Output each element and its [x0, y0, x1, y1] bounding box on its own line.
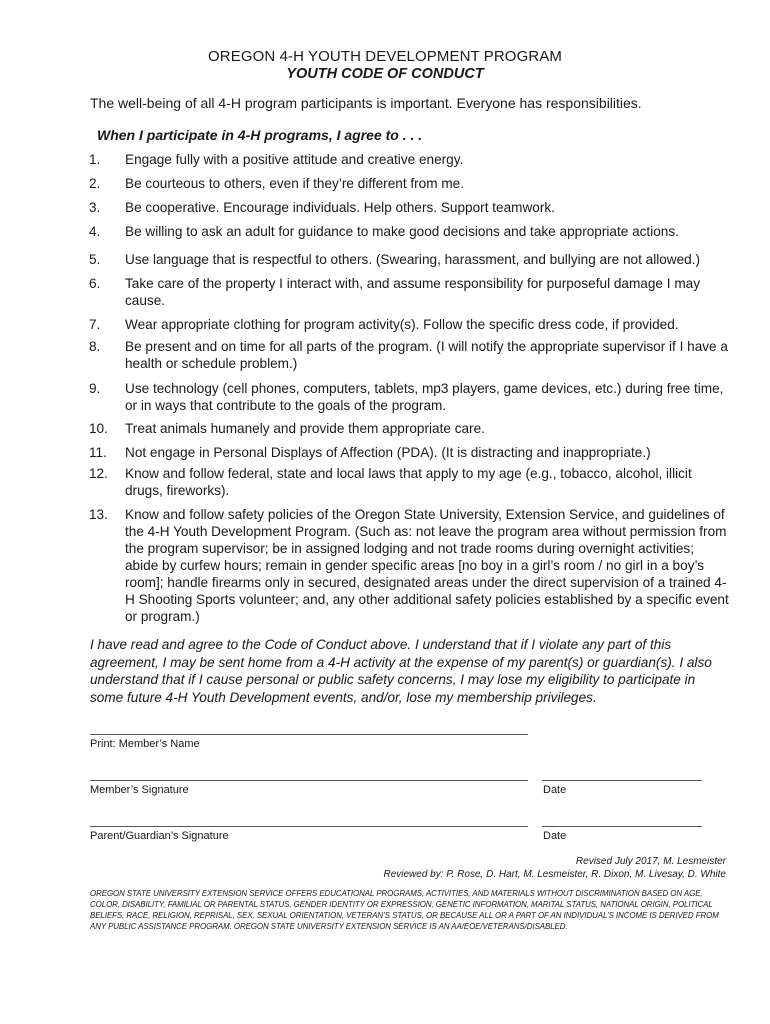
parent-date-line[interactable]: [542, 826, 702, 827]
reviewed-by-line: Reviewed by: P. Rose, D. Hart, M. Lesmeister, R. Dixon, M. Livesay, D. White: [383, 869, 726, 880]
item-text: Treat animals humanely and provide them appropriate care.: [125, 421, 485, 436]
item-text: Not engage in Personal Displays of Affection (PDA). (It is distracting and inappropriate.): [125, 445, 651, 460]
lead-text: When I participate in 4-H programs, I agree to . . .: [97, 127, 423, 143]
member-name-label: Print: Member’s Name: [90, 738, 200, 750]
member-date-line[interactable]: [542, 780, 702, 781]
member-signature-label: Member’s Signature: [90, 784, 189, 796]
item-number: 1.: [89, 152, 101, 167]
item-number: 13.: [89, 507, 108, 522]
item-text: Use language that is respectful to others. (Swearing, harassment, and bullying are not allowed.): [125, 252, 701, 267]
item-text: Use technology (cell phones, computers, tablets, mp3 players, game devices, etc.) during free time, or in ways that contribute to the goals of the program.: [125, 381, 724, 413]
document-subtitle: YOUTH CODE OF CONDUCT: [286, 66, 484, 82]
item-number: 4.: [89, 224, 101, 239]
document-title: OREGON 4-H YOUTH DEVELOPMENT PROGRAM: [208, 48, 562, 65]
revised-line: Revised July 2017, M. Lesmeister: [575, 856, 726, 867]
member-name-line[interactable]: [90, 734, 528, 735]
nondiscrimination-statement: OREGON STATE UNIVERSITY EXTENSION SERVICE OFFERS EDUCATIONAL PROGRAMS, ACTIVITIES, AND MATERIALS WITHOUT DISCRIMINATION BASED ON AGE, COLOR, DISABILITY, FAMILIAL OR PARENTAL STATUS, GENDER IDENTITY OR EXPRESSION, GENETIC INFORMATION, MARITAL STATUS, NATIONAL ORIGIN, POLITICAL BELIEFS, RACE, RELIGION, REPRISAL, SEX, SEXUAL ORIENTATION, VETERAN’S STATUS, OR BECAUSE ALL OR A PART OF AN INDIVIDUAL’S INCOME IS DERIVED FROM ANY PUBLIC ASSISTANCE PROGRAM. OREGON STATE UNIVERSITY EXTENSION SERVICE IS AN AA/EOE/VETERANS/DISABLED.: [90, 889, 719, 931]
agreement-statement: I have read and agree to the Code of Conduct above. I understand that if I violate any part of this agreement, I may be sent home from a 4-H activity at the expense of my parent(s) or guardian(s). I also understand that if I cause personal or public safety concerns, I may lose my eligibility to participate in some future 4-H Youth Development events, and/or, lose my membership privileges.: [90, 637, 712, 705]
item-text: Be courteous to others, even if they’re different from me.: [125, 176, 465, 191]
parent-signature-line[interactable]: [90, 826, 528, 827]
item-text: Engage fully with a positive attitude and creative energy.: [125, 152, 464, 167]
item-number: 7.: [89, 317, 101, 332]
item-number: 11.: [89, 445, 107, 460]
revision-note: [383, 855, 726, 881]
item-text: Be present and on time for all parts of the program. (I will notify the appropriate supervisor if I have a health or schedule problem.): [125, 339, 728, 371]
item-number: 5.: [89, 252, 101, 267]
item-number: 3.: [89, 200, 101, 215]
item-number: 10.: [89, 421, 108, 436]
member-date-label: Date: [543, 784, 567, 796]
item-number: 8.: [89, 339, 101, 354]
parent-signature-label: Parent/Guardian’s Signature: [90, 830, 229, 842]
item-number: 9.: [89, 381, 101, 396]
item-text: Know and follow safety policies of the Oregon State University, Extension Service, and guidelines of the 4-H Youth Development Program. (Such as: not leave the program area without permission from the program supervisor; be in assigned lodging and not trade rooms during overnight activities; abide by curfew hours; remain in gender specific areas [no boy in a girl’s room / no girl in a boy’s room]; handle firearms only in secured, designated areas under the direct supervision of a trained 4-H Shooting Sports volunteer; and, any other additional safety policies established by a specific event or program.): [125, 507, 729, 624]
item-text: Know and follow federal, state and local laws that apply to my age (e.g., tobacco, alcohol, illicit drugs, fireworks).: [125, 466, 692, 498]
item-number: 6.: [89, 276, 101, 291]
parent-date-label: Date: [543, 830, 567, 842]
item-number: 12.: [89, 466, 108, 481]
item-number: 2.: [89, 176, 101, 191]
intro-text: The well-being of all 4-H program participants is important. Everyone has responsibilities.: [90, 95, 642, 111]
item-text: Take care of the property I interact with, and assume responsibility for purposeful damage I may cause.: [125, 276, 700, 308]
item-text: Wear appropriate clothing for program activity(s). Follow the specific dress code, if provided.: [125, 317, 679, 332]
item-text: Be cooperative. Encourage individuals. Help others. Support teamwork.: [125, 200, 555, 215]
member-signature-line[interactable]: [90, 780, 528, 781]
item-text: Be willing to ask an adult for guidance to make good decisions and take appropriate actions.: [125, 224, 679, 239]
